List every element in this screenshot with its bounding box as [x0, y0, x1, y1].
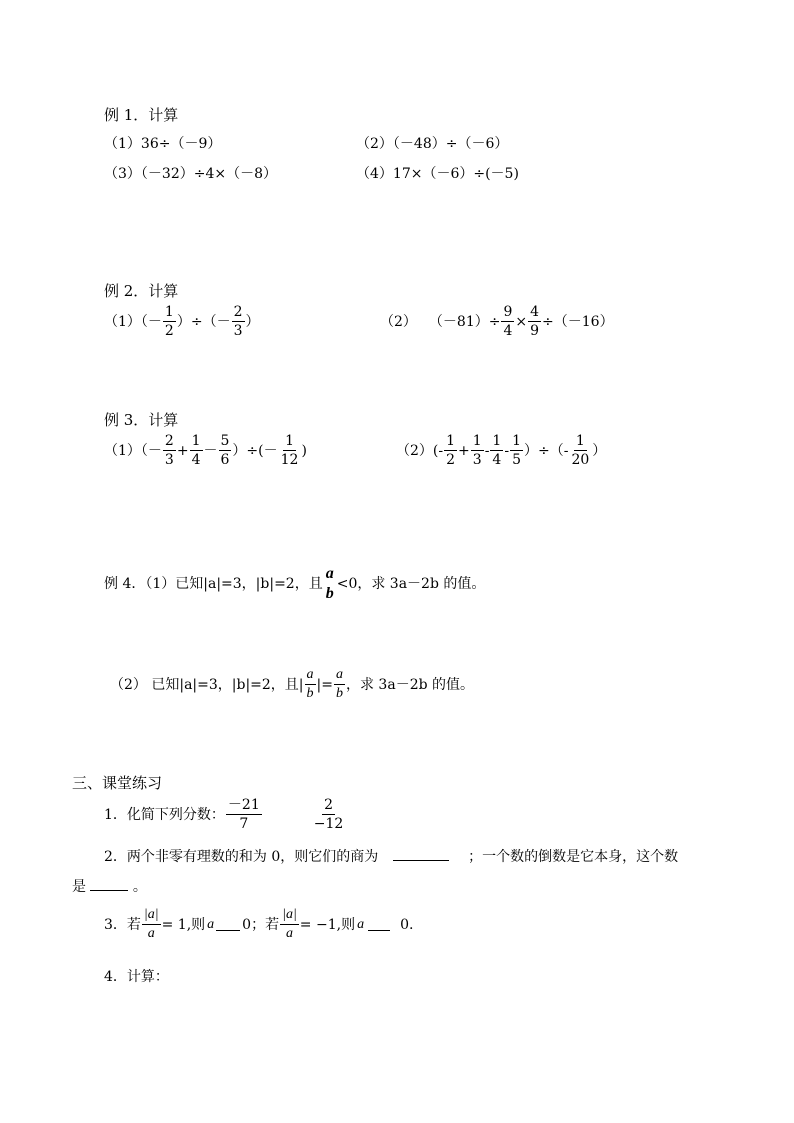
expr-text: （2）(- — [396, 442, 444, 459]
exercise-2-line-2 — [72, 878, 147, 894]
expr-text: 0. — [400, 916, 414, 933]
exercise-3 — [104, 908, 413, 941]
expr-text: ÷（－16） — [542, 313, 614, 330]
expr-text: = −1,则 — [299, 916, 356, 933]
problem-label: （2） — [380, 313, 417, 330]
example-4-problem-2 — [110, 668, 474, 701]
fraction: $\frac{2}{3}$ — [233, 304, 243, 339]
minus-sign: - — [504, 442, 510, 459]
fraction: $\frac{|a|}{a}$ — [282, 907, 297, 941]
example-2-heading: 例 2．计算 — [104, 282, 179, 300]
exercise-4-label: 4．计算： — [104, 969, 169, 985]
minus-sign: － — [203, 442, 218, 459]
exercise-text: 2．两个非零有理数的和为 0，则它们的商为 — [104, 849, 379, 865]
expr-text: = 1,则 — [161, 916, 206, 933]
exercise-text: 是 — [72, 879, 86, 895]
section-title: 三、课堂练习 — [72, 774, 163, 792]
expr-text: ）÷（－ — [176, 313, 231, 330]
fraction: $\frac{a}{b}$ — [306, 667, 314, 701]
expr-text: ）÷(－ — [232, 442, 278, 459]
fraction: $\frac{5}{6}$ — [220, 433, 230, 468]
exercise-text: 。 — [132, 879, 147, 895]
example-1-problem-1: （1）36÷（－9） — [104, 136, 222, 152]
fraction: $\frac{2}{3}$ — [164, 433, 174, 468]
fraction: $\frac{1}{3}$ — [472, 433, 482, 468]
expr-text: ） — [592, 442, 607, 459]
fraction: $\frac{2}{-12}$ — [313, 797, 344, 832]
answer-blank[interactable] — [368, 918, 390, 931]
fraction: $\frac{1}{20}$ — [571, 433, 590, 468]
expr-text: ） — [245, 313, 260, 330]
example-1-problem-2: （2）（－48）÷（－6） — [356, 136, 509, 152]
answer-blank[interactable] — [393, 848, 449, 861]
example-3-heading: 例 3．计算 — [104, 411, 179, 429]
example-2-problem-2 — [380, 305, 614, 338]
minus-sign: - — [484, 442, 490, 459]
expr-text: 例 4．（1）已知|a|=3，|b|=2，且 — [104, 576, 323, 592]
example-3-problem-2 — [396, 434, 606, 467]
exercise-label: 3．若 — [104, 916, 141, 933]
expr-text: <0，求 3a－2b 的值。 — [336, 576, 486, 592]
fraction: $\frac{4}{9}$ — [530, 304, 540, 339]
fraction: $\frac{-21}{7}$ — [227, 797, 260, 832]
expr-text: ）÷（- — [524, 442, 569, 459]
fraction: $\frac{1}{2}$ — [164, 304, 174, 339]
expr-text: 0；若 — [242, 916, 280, 933]
fraction: $\frac{a}{b}$ — [335, 667, 343, 701]
exercise-label: 1．化简下列分数： — [104, 806, 225, 823]
expr-text: ，求 3a－2b 的值。 — [345, 676, 475, 693]
example-4-problem-1 — [104, 566, 485, 602]
variable: a — [357, 916, 365, 932]
variable: a — [207, 916, 215, 932]
example-1-heading: 例 1．计算 — [104, 106, 179, 124]
example-1-problem-3: （3）（－32）÷4×（－8） — [104, 166, 277, 182]
expr-text: ) — [301, 442, 307, 459]
exercise-2-line-1 — [104, 848, 678, 864]
exercise-text: ；一个数的倒数是它本身，这个数 — [468, 849, 679, 865]
example-1-problem-4: （4）17×（－6）÷(－5) — [356, 166, 519, 182]
fraction: $\frac{1}{2}$ — [446, 433, 456, 468]
expr-text: （－81）÷ — [428, 313, 501, 330]
fraction: $\frac{1}{5}$ — [512, 433, 521, 468]
answer-blank[interactable] — [216, 918, 240, 931]
answer-blank[interactable] — [90, 878, 128, 891]
expr-text: |= — [316, 676, 333, 693]
plus-sign: + — [458, 442, 470, 459]
times-sign: × — [515, 313, 528, 330]
expr-text: （1）（－ — [104, 313, 162, 330]
fraction: $\frac{1}{4}$ — [492, 433, 502, 468]
fraction: $\frac{1}{12}$ — [280, 433, 299, 468]
fraction: $\frac{1}{4}$ — [191, 433, 201, 468]
example-3-problem-1 — [104, 434, 307, 467]
expr-text: （2） 已知|a|=3，|b|=2，且| — [110, 676, 304, 693]
plus-sign: + — [176, 442, 189, 459]
expr-text: （1）（－ — [104, 442, 162, 459]
fraction: $\frac{9}{4}$ — [503, 304, 513, 339]
exercise-1 — [104, 798, 346, 831]
fraction: a b — [325, 565, 334, 602]
fraction: $\frac{|a|}{a}$ — [143, 907, 159, 941]
example-2-problem-1 — [104, 305, 260, 338]
